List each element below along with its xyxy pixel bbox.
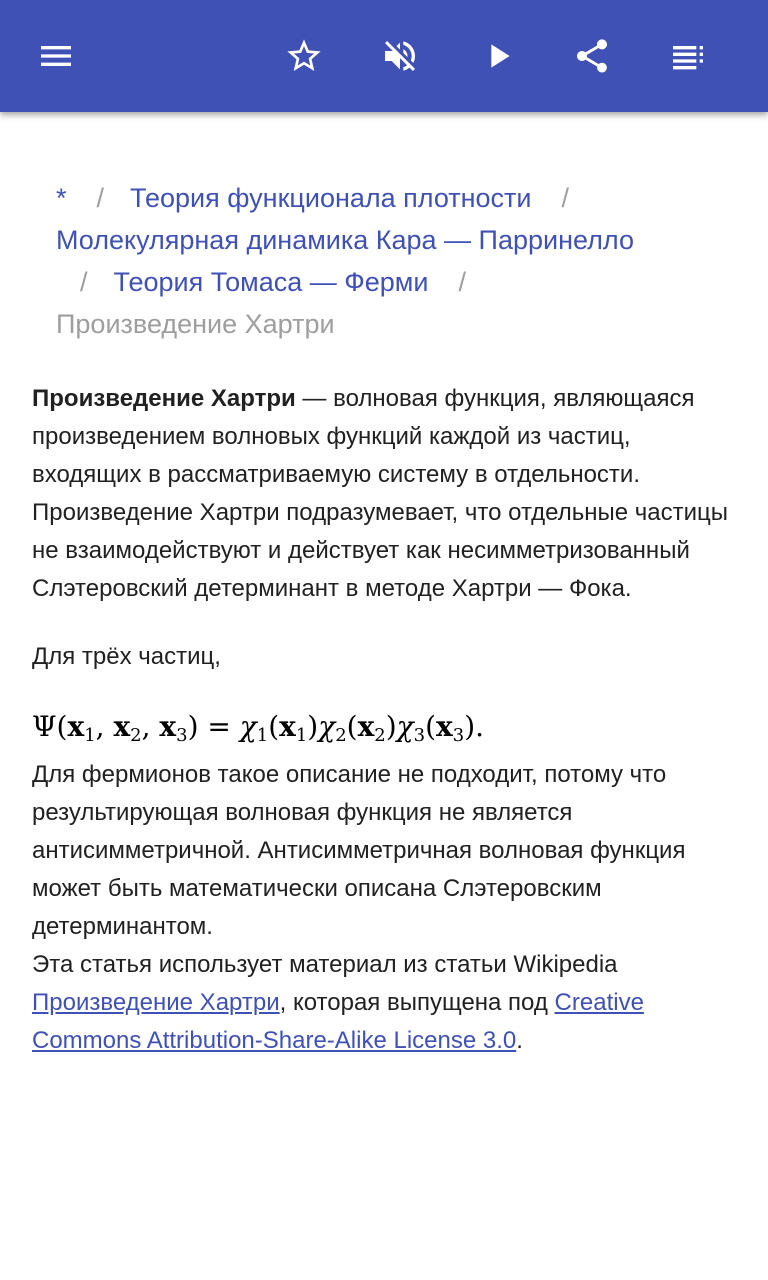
menu-icon [36,36,76,76]
article-body [32,380,744,1060]
breadcrumb-separator: / [458,267,466,297]
breadcrumb-link-car-parrinello[interactable]: Молекулярная динамика Кара — Парринелло [56,225,634,255]
license-link[interactable]: Creative Commons Attribution-Share-Alike License 3.0 [32,989,644,1054]
breadcrumb-separator: / [80,267,88,297]
article-term: Произведение Хартри [32,385,296,412]
breadcrumb-separator: / [96,183,105,213]
footer-middle: , которая выпущена под [279,989,555,1016]
intro-text: — волновая функция, являющаяся произведением волновых функций каждой из частиц, входящих в рассматриваемую систему в отдельности. Произведение Хартри подразумевает, что отдельные частицы не взаимодействуют и действует как несимметризованный Слэтеровский детерминант в методе Хартри — Фока. [32,385,728,602]
attribution-footer [32,946,744,1060]
three-particles-text: Для трёх частиц, [32,643,221,670]
breadcrumb-link-dft[interactable]: Теория функционала плотности [130,183,532,213]
app-toolbar [0,0,768,112]
hartree-product-formula: $\Psi(x_1$, $x_2$, $x_3) = \chi_1(x_1)\chi_2(x_2)\chi_3(x_3)$. [32,709,485,746]
breadcrumb-separator: / [561,183,570,213]
play-button[interactable] [470,28,526,84]
footer-suffix: . [516,1027,523,1054]
play-icon [478,36,518,76]
contents-button[interactable] [660,28,716,84]
playlist-icon [668,36,708,76]
wikipedia-article-link[interactable]: Произведение Хартри [32,989,280,1016]
breadcrumb [56,177,736,345]
volume-off-icon [380,36,420,76]
mute-button[interactable] [372,28,428,84]
menu-button[interactable] [28,28,84,84]
intro-paragraph [32,380,744,608]
star-outline-icon [284,36,324,76]
share-icon [572,36,612,76]
favorite-button[interactable] [276,28,332,84]
footer-prefix: Эта статья использует материал из статьи Wikipedia [32,951,618,978]
share-button[interactable] [564,28,620,84]
breadcrumb-root-link[interactable]: * [56,183,67,213]
fermions-paragraph: Для фермионов такое описание не подходит, потому что результирующая волновая функция не является антисимметричной. Антисимметричная волновая функция может быть математически описана Слэтеровским детерминантом. [32,761,686,940]
breadcrumb-current: Произведение Хартри [56,309,335,339]
breadcrumb-link-thomas-fermi[interactable]: Теория Томаса — Ферми [113,267,429,297]
